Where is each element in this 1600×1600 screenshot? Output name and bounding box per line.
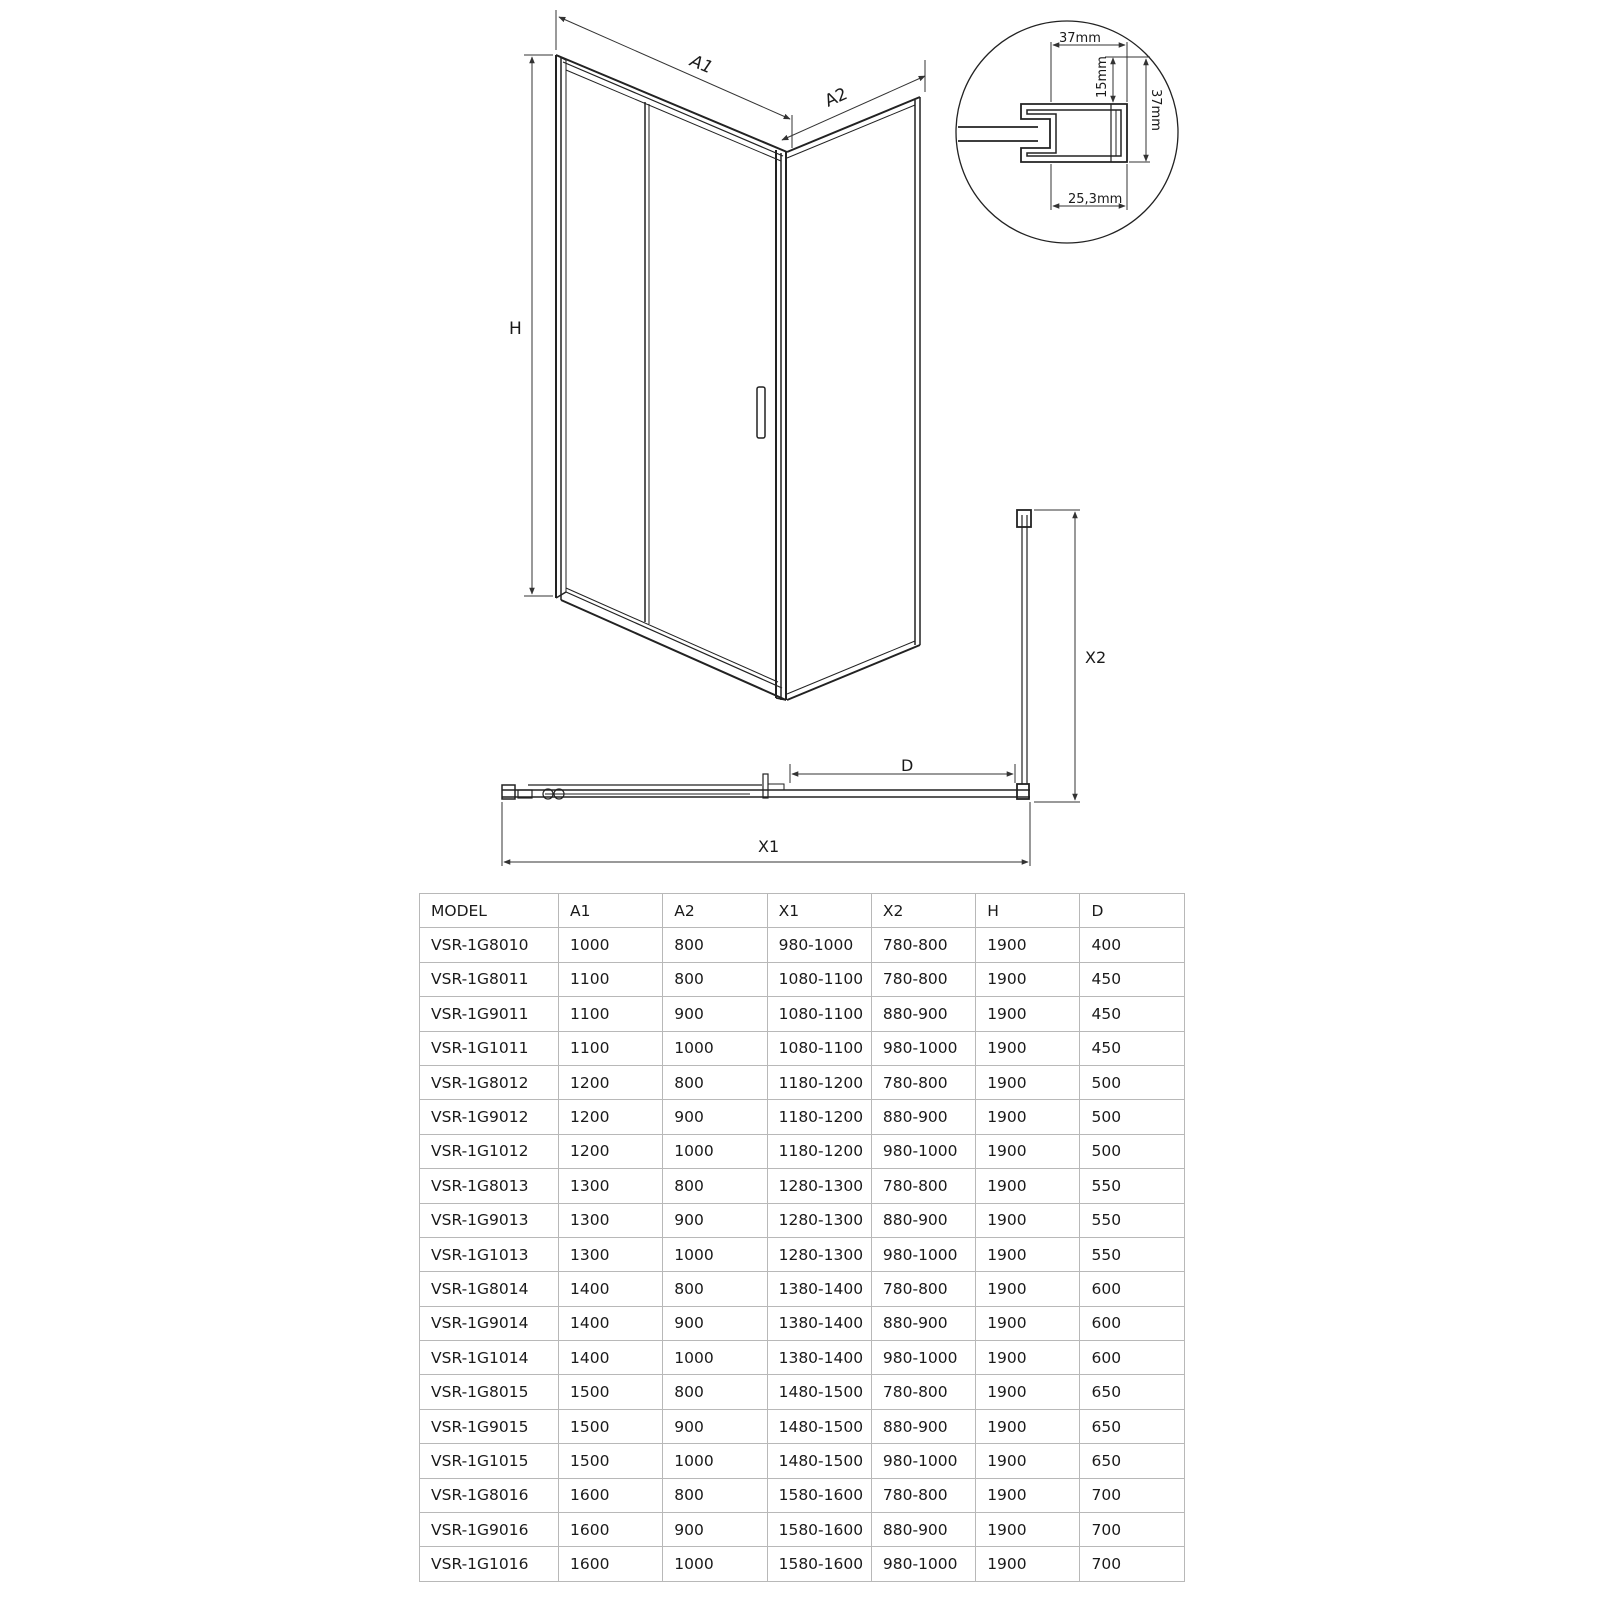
- cell-x2: 780-800: [871, 1169, 975, 1203]
- table-row: [420, 1409, 1185, 1443]
- table-row: [420, 962, 1185, 996]
- table-row: [420, 1547, 1185, 1581]
- top-width-label: 37mm: [1059, 31, 1101, 46]
- cell-x2: 880-900: [871, 1100, 975, 1134]
- column-header-a1: A1: [559, 894, 663, 928]
- cell-model: VSR-1G8013: [420, 1169, 559, 1203]
- cell-a1: 1400: [559, 1272, 663, 1306]
- cell-a2: 900: [663, 1409, 767, 1443]
- cell-x1: 1080-1100: [767, 962, 871, 996]
- cell-a2: 800: [663, 1272, 767, 1306]
- h-dimension: [524, 55, 553, 596]
- cell-a2: 800: [663, 928, 767, 962]
- cell-a2: 1000: [663, 1134, 767, 1168]
- top-rail: [556, 55, 787, 161]
- cell-a2: 900: [663, 997, 767, 1031]
- cell-a2: 1000: [663, 1031, 767, 1065]
- table-row: [420, 1272, 1185, 1306]
- cell-x2: 980-1000: [871, 1444, 975, 1478]
- table-row: [420, 1444, 1185, 1478]
- cell-a2: 1000: [663, 1237, 767, 1271]
- cell-d: 700: [1080, 1478, 1184, 1512]
- cell-x1: 1580-1600: [767, 1478, 871, 1512]
- cell-x2: 780-800: [871, 962, 975, 996]
- table-row: [420, 1203, 1185, 1237]
- cell-model: VSR-1G8012: [420, 1065, 559, 1099]
- cell-a1: 1300: [559, 1203, 663, 1237]
- left-post: [556, 55, 566, 600]
- table-body: [420, 928, 1185, 1581]
- cell-h: 1900: [976, 1341, 1080, 1375]
- cell-a2: 800: [663, 1065, 767, 1099]
- cell-x2: 880-900: [871, 1513, 975, 1547]
- cell-h: 1900: [976, 1409, 1080, 1443]
- inner-height-label: 15mm: [1095, 56, 1110, 98]
- table-row: [420, 997, 1185, 1031]
- cell-h: 1900: [976, 1237, 1080, 1271]
- cell-x2: 980-1000: [871, 1237, 975, 1271]
- x1-dimension: [502, 802, 1030, 866]
- cell-d: 700: [1080, 1513, 1184, 1547]
- corner-post: [776, 150, 786, 700]
- cell-h: 1900: [976, 1100, 1080, 1134]
- cell-d: 650: [1080, 1409, 1184, 1443]
- cell-d: 600: [1080, 1306, 1184, 1340]
- table-header-row: [420, 894, 1185, 928]
- cell-model: VSR-1G9012: [420, 1100, 559, 1134]
- cell-a1: 1300: [559, 1237, 663, 1271]
- cell-x2: 980-1000: [871, 1547, 975, 1581]
- cell-x1: 1280-1300: [767, 1169, 871, 1203]
- cell-d: 650: [1080, 1444, 1184, 1478]
- cell-model: VSR-1G1011: [420, 1031, 559, 1065]
- cell-h: 1900: [976, 1375, 1080, 1409]
- cell-d: 550: [1080, 1237, 1184, 1271]
- specification-table: [419, 893, 1185, 1582]
- table-row: [420, 1065, 1185, 1099]
- table-row: [420, 1513, 1185, 1547]
- cell-a1: 1200: [559, 1134, 663, 1168]
- cell-x2: 880-900: [871, 997, 975, 1031]
- cell-model: VSR-1G9013: [420, 1203, 559, 1237]
- cell-x1: 1480-1500: [767, 1444, 871, 1478]
- cell-x1: 1180-1200: [767, 1065, 871, 1099]
- cell-a1: 1500: [559, 1375, 663, 1409]
- cell-d: 550: [1080, 1203, 1184, 1237]
- cell-d: 500: [1080, 1134, 1184, 1168]
- cell-x1: 1380-1400: [767, 1272, 871, 1306]
- cell-a1: 1500: [559, 1444, 663, 1478]
- cell-x1: 1580-1600: [767, 1513, 871, 1547]
- table-row: [420, 928, 1185, 962]
- cell-h: 1900: [976, 1134, 1080, 1168]
- x2-dimension: [1034, 510, 1080, 802]
- column-header-h: H: [976, 894, 1080, 928]
- cell-a2: 800: [663, 962, 767, 996]
- cell-h: 1900: [976, 1513, 1080, 1547]
- cell-x2: 880-900: [871, 1409, 975, 1443]
- cell-d: 650: [1080, 1375, 1184, 1409]
- cell-model: VSR-1G8015: [420, 1375, 559, 1409]
- cell-x2: 880-900: [871, 1203, 975, 1237]
- cell-a2: 1000: [663, 1547, 767, 1581]
- x2-label: X2: [1085, 648, 1107, 667]
- cell-d: 400: [1080, 928, 1184, 962]
- cell-a2: 800: [663, 1478, 767, 1512]
- a2-dimension: [782, 60, 925, 140]
- cell-x1: 1080-1100: [767, 1031, 871, 1065]
- table-row: [420, 1375, 1185, 1409]
- cell-h: 1900: [976, 1306, 1080, 1340]
- cell-d: 600: [1080, 1341, 1184, 1375]
- cell-a1: 1300: [559, 1169, 663, 1203]
- cell-a1: 1100: [559, 962, 663, 996]
- bottom-rail: [561, 588, 786, 700]
- a2-label: A2: [821, 84, 851, 112]
- h-label: H: [509, 319, 522, 339]
- cell-model: VSR-1G1012: [420, 1134, 559, 1168]
- cell-a2: 800: [663, 1169, 767, 1203]
- cell-x1: 1480-1500: [767, 1375, 871, 1409]
- cell-model: VSR-1G9011: [420, 997, 559, 1031]
- cell-h: 1900: [976, 928, 1080, 962]
- cell-model: VSR-1G1013: [420, 1237, 559, 1271]
- cell-d: 700: [1080, 1547, 1184, 1581]
- cell-x1: 1080-1100: [767, 997, 871, 1031]
- cell-model: VSR-1G9016: [420, 1513, 559, 1547]
- cell-d: 500: [1080, 1065, 1184, 1099]
- cell-model: VSR-1G9014: [420, 1306, 559, 1340]
- cell-d: 450: [1080, 997, 1184, 1031]
- cell-a2: 800: [663, 1375, 767, 1409]
- bottom-width-label: 25,3mm: [1068, 192, 1123, 207]
- table-row: [420, 1169, 1185, 1203]
- cell-a1: 1500: [559, 1409, 663, 1443]
- cell-x2: 980-1000: [871, 1031, 975, 1065]
- cell-h: 1900: [976, 1169, 1080, 1203]
- table-row: [420, 1478, 1185, 1512]
- sliding-door-edge: [645, 102, 649, 624]
- cell-x1: 1280-1300: [767, 1203, 871, 1237]
- cell-h: 1900: [976, 1478, 1080, 1512]
- cell-x2: 780-800: [871, 1478, 975, 1512]
- cell-x1: 1180-1200: [767, 1100, 871, 1134]
- plan-view: [502, 510, 1106, 866]
- x1-label: X1: [758, 837, 780, 856]
- column-header-a2: A2: [663, 894, 767, 928]
- cell-x2: 780-800: [871, 1065, 975, 1099]
- cell-x1: 1380-1400: [767, 1306, 871, 1340]
- table-row: [420, 1100, 1185, 1134]
- cell-d: 450: [1080, 962, 1184, 996]
- cell-a1: 1600: [559, 1478, 663, 1512]
- cell-x2: 780-800: [871, 1375, 975, 1409]
- cell-a2: 900: [663, 1203, 767, 1237]
- cell-model: VSR-1G8014: [420, 1272, 559, 1306]
- cell-h: 1900: [976, 1031, 1080, 1065]
- cell-model: VSR-1G9015: [420, 1409, 559, 1443]
- cell-h: 1900: [976, 962, 1080, 996]
- cell-model: VSR-1G1015: [420, 1444, 559, 1478]
- cell-a1: 1000: [559, 928, 663, 962]
- cell-d: 600: [1080, 1272, 1184, 1306]
- cell-a1: 1400: [559, 1341, 663, 1375]
- cell-d: 550: [1080, 1169, 1184, 1203]
- column-header-d: D: [1080, 894, 1184, 928]
- column-header-x1: X1: [767, 894, 871, 928]
- cell-h: 1900: [976, 997, 1080, 1031]
- cell-h: 1900: [976, 1444, 1080, 1478]
- table-row: [420, 1237, 1185, 1271]
- a1-dimension: [556, 10, 792, 148]
- cell-h: 1900: [976, 1547, 1080, 1581]
- cell-a1: 1600: [559, 1513, 663, 1547]
- cell-h: 1900: [976, 1203, 1080, 1237]
- cell-h: 1900: [976, 1272, 1080, 1306]
- cell-model: VSR-1G1016: [420, 1547, 559, 1581]
- table-row: [420, 1134, 1185, 1168]
- side-panel: [787, 97, 920, 700]
- cell-a1: 1100: [559, 997, 663, 1031]
- a1-label: A1: [687, 51, 716, 79]
- cell-x1: 1180-1200: [767, 1134, 871, 1168]
- cell-a2: 900: [663, 1513, 767, 1547]
- enclosure-perspective: [509, 10, 925, 700]
- cell-a2: 900: [663, 1100, 767, 1134]
- cell-x1: 980-1000: [767, 928, 871, 962]
- cell-model: VSR-1G8011: [420, 962, 559, 996]
- cell-model: VSR-1G8016: [420, 1478, 559, 1512]
- cell-a1: 1600: [559, 1547, 663, 1581]
- table-row: [420, 1341, 1185, 1375]
- total-height-label: 37mm: [1148, 89, 1163, 131]
- cell-x2: 880-900: [871, 1306, 975, 1340]
- cell-d: 450: [1080, 1031, 1184, 1065]
- cell-x1: 1380-1400: [767, 1341, 871, 1375]
- cell-x1: 1480-1500: [767, 1409, 871, 1443]
- cell-a2: 900: [663, 1306, 767, 1340]
- table-row: [420, 1031, 1185, 1065]
- cell-a2: 1000: [663, 1444, 767, 1478]
- cell-x1: 1280-1300: [767, 1237, 871, 1271]
- column-header-x2: X2: [871, 894, 975, 928]
- cell-model: VSR-1G8010: [420, 928, 559, 962]
- cell-x2: 780-800: [871, 928, 975, 962]
- cell-a2: 1000: [663, 1341, 767, 1375]
- d-label: D: [901, 756, 914, 775]
- column-header-model: MODEL: [420, 894, 559, 928]
- cell-a1: 1400: [559, 1306, 663, 1340]
- cell-model: VSR-1G1014: [420, 1341, 559, 1375]
- profile-detail: [956, 21, 1178, 243]
- cell-a1: 1100: [559, 1031, 663, 1065]
- cell-a1: 1200: [559, 1100, 663, 1134]
- door-handle: [757, 387, 765, 438]
- cell-h: 1900: [976, 1065, 1080, 1099]
- table-row: [420, 1306, 1185, 1340]
- cell-a1: 1200: [559, 1065, 663, 1099]
- cell-x2: 980-1000: [871, 1341, 975, 1375]
- cell-x1: 1580-1600: [767, 1547, 871, 1581]
- cell-d: 500: [1080, 1100, 1184, 1134]
- cell-x2: 780-800: [871, 1272, 975, 1306]
- cell-x2: 980-1000: [871, 1134, 975, 1168]
